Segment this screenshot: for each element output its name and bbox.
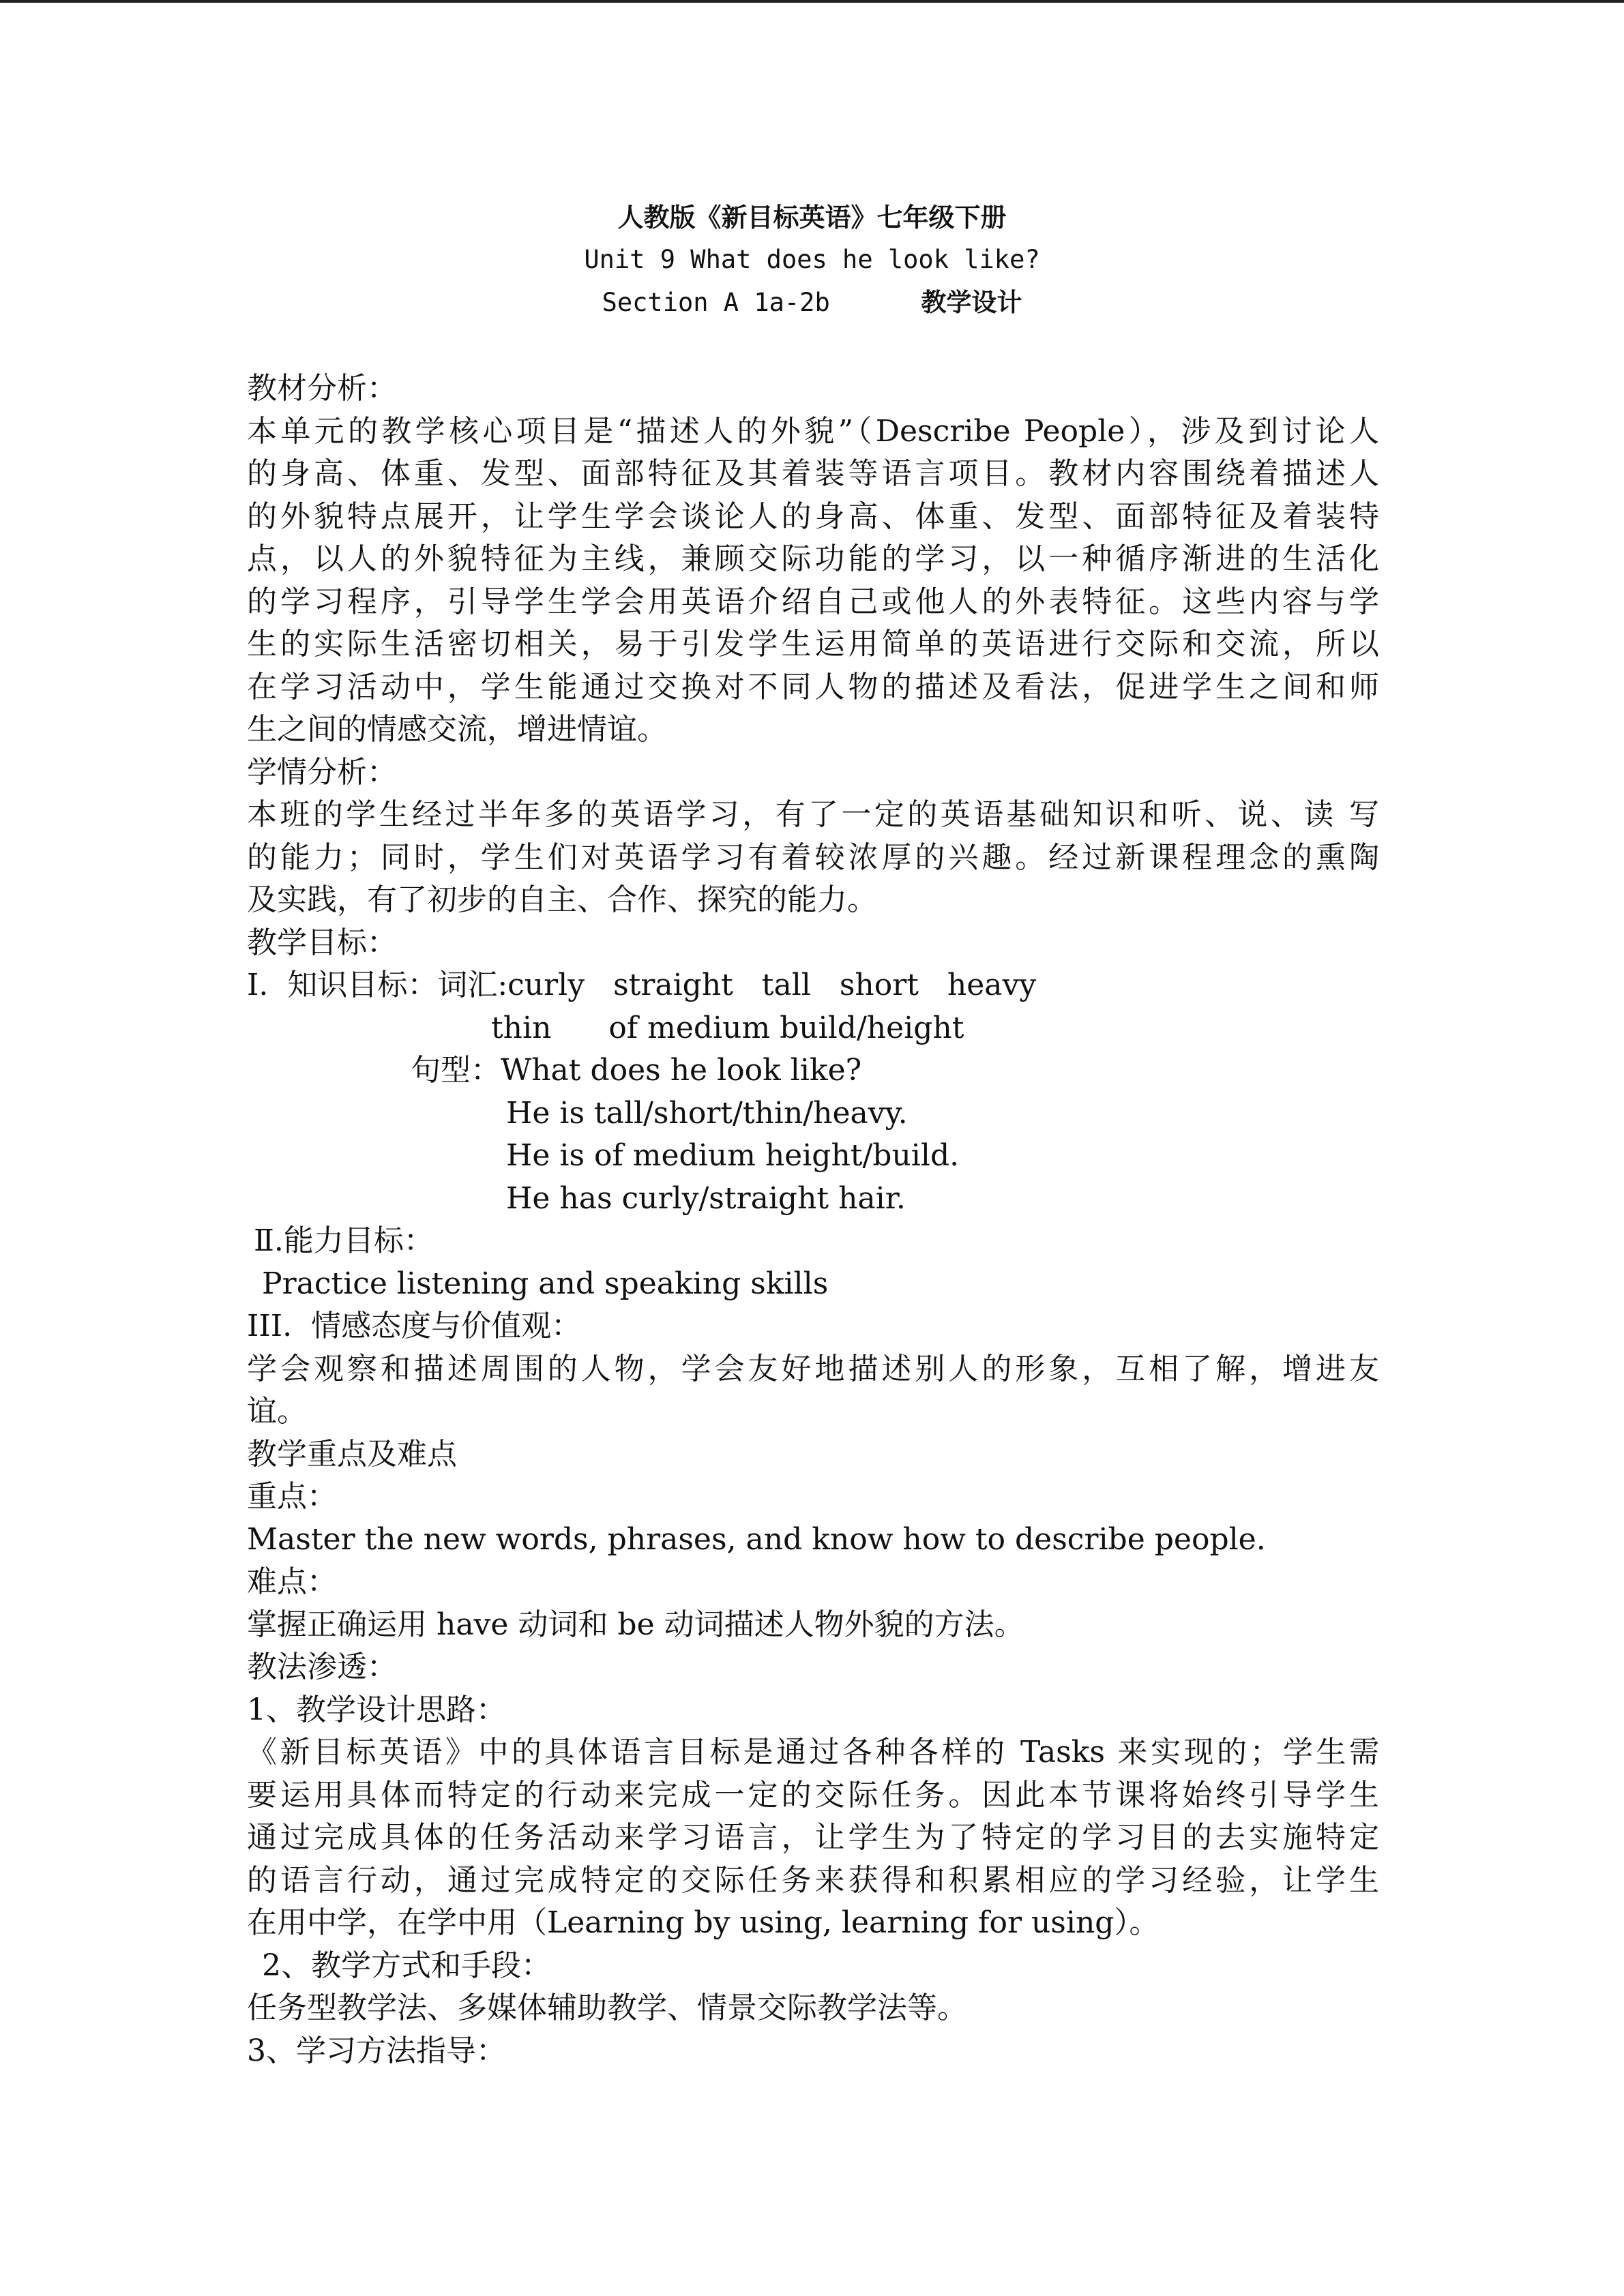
difficulty-text: 掌握正确运用 have 动词和 be 动词描述人物外貌的方法。 xyxy=(247,1607,1024,1642)
objectives-heading: 教学目标： xyxy=(247,925,397,960)
title-line-1: 人教版《新目标英语》七年级下册 xyxy=(617,202,1007,233)
design-approach-line: 通过完成具体的任务活动来学习语言，让学生为了特定的学习目的去实施特定 xyxy=(247,1820,1379,1855)
design-approach-heading: 1、教学设计思路： xyxy=(247,1692,506,1727)
student-analysis-line: 本班的学生经过半年多的英语学习，有了一定的英语基础知识和听、说、读 写 xyxy=(247,797,1379,832)
ability-objective-heading: Ⅱ.能力目标： xyxy=(254,1223,434,1258)
focus-text: Master the new words, phrases, and know how to describe people. xyxy=(247,1521,1266,1557)
material-analysis-line: 生之间的情感交流，增进情谊。 xyxy=(247,712,667,747)
material-analysis-line: 的外貌特点展开，让学生学会谈论人的身高、体重、发型、面部特征及着装特 xyxy=(247,498,1379,534)
teaching-mode-heading: 2、教学方式和手段： xyxy=(262,1948,551,1983)
teaching-mode-text: 任务型教学法、多媒体辅助教学、情景交际教学法等。 xyxy=(247,1991,967,2025)
material-analysis-line: 在学习活动中，学生能通过交换对不同人物的描述及看法，促进学生之间和师 xyxy=(247,669,1379,704)
document-title xyxy=(0,196,1624,324)
material-analysis-line: 的学习程序，引导学生学会用英语介绍自己或他人的外表特征。这些内容与学 xyxy=(247,584,1379,619)
title-line-3 xyxy=(0,281,1624,324)
teaching-design-label: 教学设计 xyxy=(921,287,1022,317)
student-analysis-line: 及实践，有了初步的自主、合作、探究的能力。 xyxy=(247,882,877,917)
knowledge-vocabulary-line: I. 知识目标：词汇:curly straight tall short heavy xyxy=(247,968,1037,1002)
emotion-objective-heading: III. 情感态度与价值观： xyxy=(247,1309,582,1343)
design-approach-line: 在用中学，在学中用（Learning by using, learning for using）。 xyxy=(247,1905,1160,1940)
emotion-objective-line: 谊。 xyxy=(247,1394,307,1429)
page-top-border xyxy=(0,0,1624,3)
design-approach-line: 的语言行动，通过完成特定的交际任务来获得和积累相应的学习经验，让学生 xyxy=(247,1862,1379,1898)
study-method-heading: 3、学习方法指导： xyxy=(247,2033,506,2068)
material-analysis-line: 本单元的教学核心项目是“描述人的外貌”（Describe People），涉及到讨论人 xyxy=(247,413,1379,449)
emotion-objective-line: 学会观察和描述周围的人物，学会友好地描述别人的形象，互相了解，增进友 xyxy=(247,1351,1379,1386)
material-analysis-line: 的身高、体重、发型、面部特征及其着装等语言项目。教材内容围绕着描述人 xyxy=(247,456,1379,491)
design-approach-line: 要运用具体而特定的行动来完成一定的交际任务。因此本节课将始终引导学生 xyxy=(247,1777,1379,1813)
material-analysis-line: 点，以人的外貌特征为主线，兼顾交际功能的学习，以一种循序渐进的生活化 xyxy=(247,541,1379,576)
focus-heading: 重点： xyxy=(247,1479,337,1514)
material-analysis-line: 生的实际生活密切相关，易于引发学生运用简单的英语进行交际和交流，所以 xyxy=(247,627,1379,661)
sentence-pattern-line: He is of medium height/build. xyxy=(506,1138,960,1173)
sentence-pattern-line: He has curly/straight hair. xyxy=(506,1180,906,1216)
ability-objective-text: Practice listening and speaking skills xyxy=(262,1266,829,1301)
material-analysis-heading: 教材分析： xyxy=(247,371,397,406)
sentence-pattern-line: He is tall/short/thin/heavy. xyxy=(506,1095,908,1131)
key-points-heading: 教学重点及难点 xyxy=(247,1436,457,1472)
sentence-pattern-line: 句型：What does he look like? xyxy=(411,1053,862,1088)
title-line-2: Unit 9 What does he look like? xyxy=(584,245,1040,274)
student-analysis-heading: 学情分析： xyxy=(247,754,397,790)
student-analysis-line: 的能力；同时，学生们对英语学习有着较浓厚的兴趣。经过新课程理念的熏陶 xyxy=(247,839,1379,875)
section-label: Section A 1a-2b xyxy=(602,288,830,317)
document-body xyxy=(247,368,1379,2072)
difficulty-heading: 难点： xyxy=(247,1564,337,1599)
design-approach-line: 《新目标英语》中的具体语言目标是通过各种各样的 Tasks 来实现的；学生需 xyxy=(247,1735,1379,1770)
methods-heading: 教法渗透： xyxy=(247,1650,397,1684)
knowledge-vocabulary-line: thin of medium build/height xyxy=(491,1010,964,1045)
